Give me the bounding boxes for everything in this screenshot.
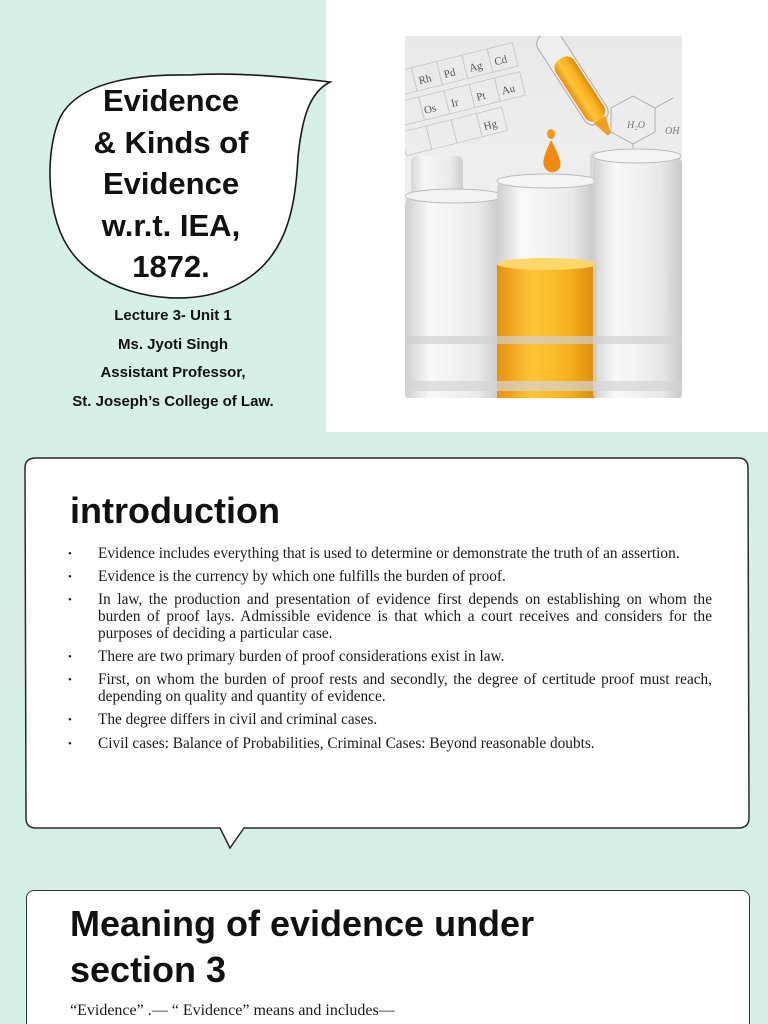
title-line: Evidence — [102, 83, 240, 118]
title-line: Evidence — [102, 166, 240, 201]
list-item: • In law, the production and presentation of evidence first depends on establishing on whom the burden of proof lays. Admissible evidence is that which a court receives and considers for the purposes of deciding a particular case. — [66, 592, 712, 642]
element-symbol: Hg — [482, 117, 499, 133]
list-item: • There are two primary burden of proof considerations exist in law. — [66, 649, 712, 666]
element-symbol: Ir — [449, 96, 460, 111]
list-item: • The degree differs in civil and criminal cases. — [66, 712, 712, 729]
list-item: • Evidence is the currency by which one fulfills the burden of proof. — [66, 569, 712, 586]
element-symbol: Cd — [493, 53, 509, 69]
lecture-label: Lecture 3- Unit 1 — [114, 307, 232, 324]
section-heading: Meaning of evidence under section 3 — [70, 903, 535, 990]
author-name: Ms. Jyoti Singh — [117, 335, 228, 353]
list-item: • Civil cases: Balance of Probabilities, Criminal Cases: Beyond reasonable doubts. — [66, 736, 712, 753]
bullet-list — [66, 546, 712, 759]
molecule-label: H₂O — [627, 120, 645, 131]
title-line: w.r.t. IEA, — [101, 207, 241, 243]
introduction-slide — [0, 432, 768, 866]
element-symbol: Pd — [442, 66, 457, 81]
section-heading: introduction — [70, 490, 280, 531]
chemistry-test-tubes-photo — [405, 36, 682, 398]
element-symbol: Pt — [475, 89, 487, 104]
list-item: • Evidence includes everything that is used to determine or demonstrate the truth of an assertion. — [66, 546, 712, 563]
element-symbol: Ag — [467, 59, 484, 75]
element-symbol: Os — [422, 102, 438, 117]
author-institution: St. Joseph’s College of Law. — [72, 392, 274, 410]
list-item: • First, on whom the burden of proof rests and secondly, the degree of certitude proof must reach, depending on quality and quantity of evidence. — [66, 672, 712, 706]
title-slide — [0, 0, 768, 432]
element-symbol: Au — [500, 82, 517, 98]
slide-title — [62, 80, 280, 288]
title-line: 1872. — [132, 249, 210, 284]
molecule-label: OH — [665, 126, 680, 137]
author-block — [40, 306, 306, 411]
element-symbol: Rh — [417, 72, 433, 88]
definition-text: “Evidence” .— “ Evidence” means and includes— — [70, 1002, 395, 1019]
author-title: Assistant Professor, — [100, 364, 246, 381]
title-line: & Kinds of — [93, 124, 249, 160]
meaning-slide — [0, 866, 768, 1024]
